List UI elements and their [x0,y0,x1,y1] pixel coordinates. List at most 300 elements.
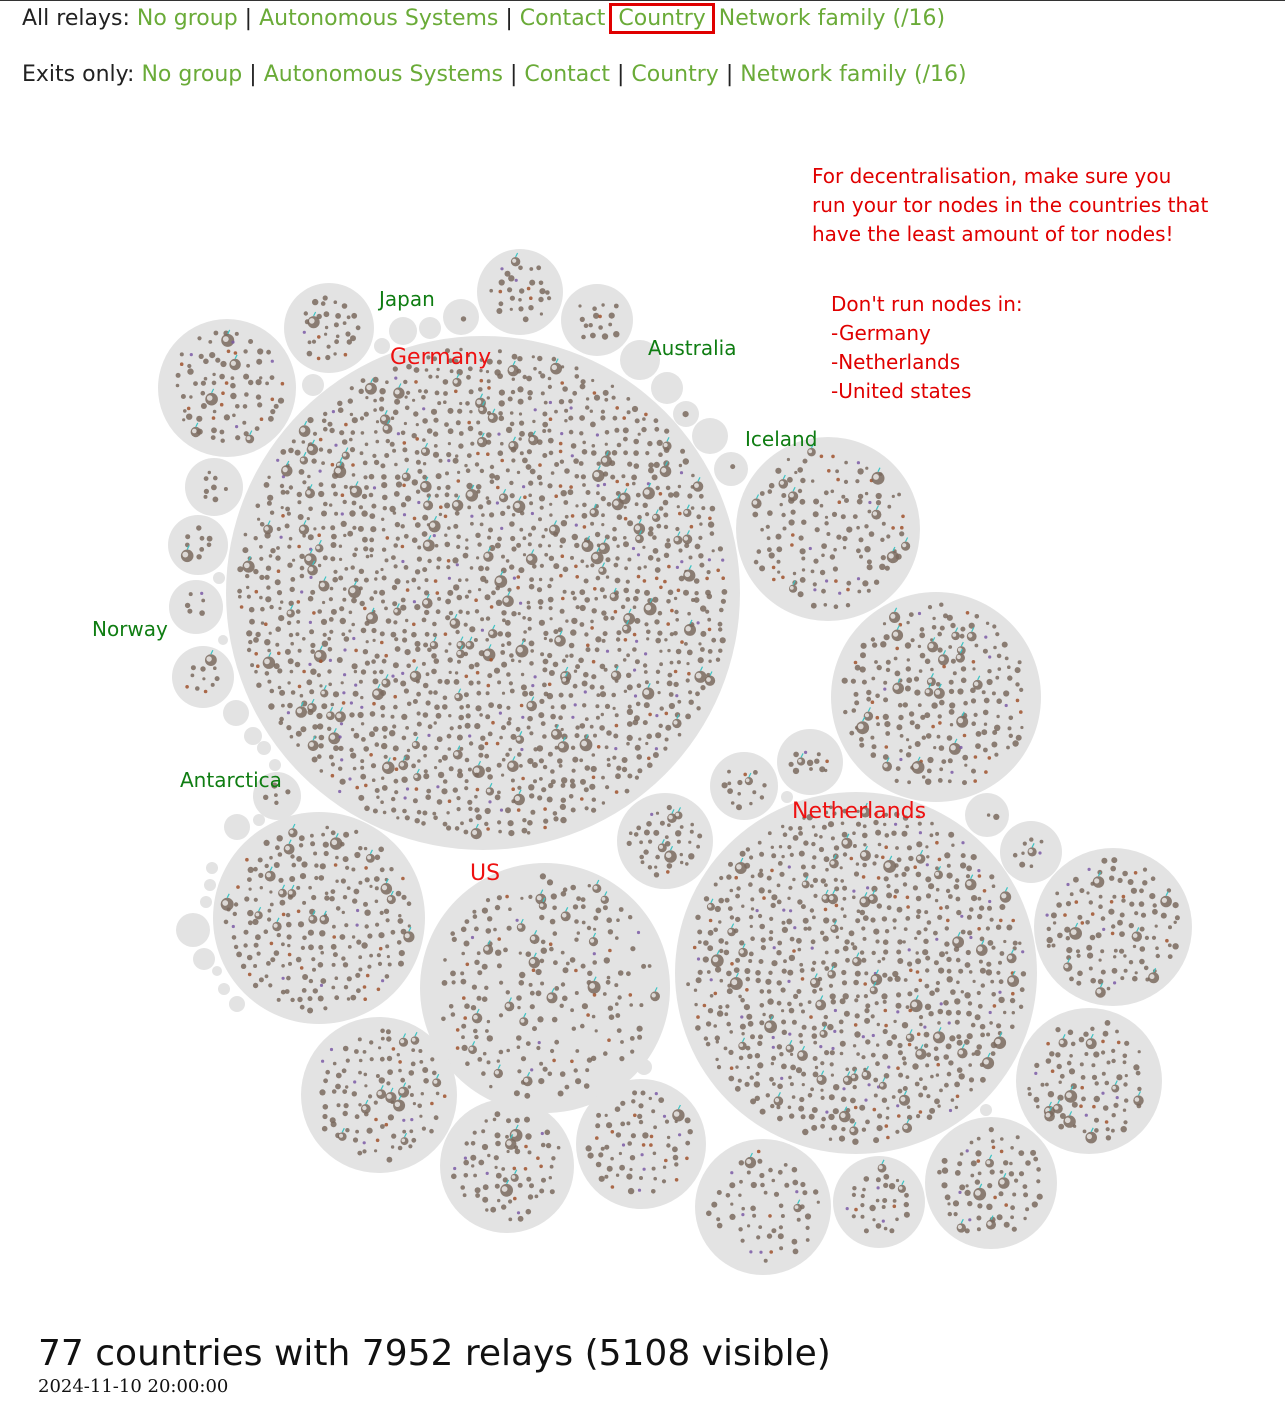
relay-dot [759,924,765,930]
relay-dot [373,486,376,489]
relay-dot [905,686,911,692]
relay-dot [548,683,552,687]
relay-dot [633,450,639,456]
relay-dot [949,680,954,685]
exits-country-link[interactable]: Country [631,62,719,87]
relay-dot [772,566,776,570]
relay-dot [852,708,857,713]
country-bubble[interactable] [980,1104,992,1116]
relay-dot [925,1004,931,1010]
relay-dot [401,672,404,675]
relay-dot [277,998,281,1002]
relay-dot [190,353,193,356]
relay-dot [404,796,407,799]
country-bubble[interactable] [229,996,245,1012]
country-bubble[interactable] [213,572,225,584]
country-bubble[interactable] [253,814,265,826]
relay-dot [896,1003,902,1009]
relay-dot [861,1055,865,1059]
relay-dot [359,586,363,590]
relay-dot [750,897,754,901]
relay-dot [465,1061,470,1066]
relay-dot [1109,876,1114,881]
relay-dot [561,798,566,803]
country-bubble[interactable] [561,284,633,356]
relay-dot [264,532,270,538]
country-bubble[interactable] [710,752,778,820]
relay-dot [415,787,419,791]
relay-dot [615,724,619,728]
country-bubble[interactable] [389,317,417,345]
relay-dot [321,511,327,517]
relay-dot [907,991,912,996]
onion-highlight [562,678,566,682]
relay-dot [549,947,554,952]
relay-dot [876,500,881,505]
relay-dot [966,950,971,955]
relay-dot [853,514,858,519]
relay-dot [605,785,609,789]
relay-dot [968,1063,972,1067]
relay-dot [499,390,505,396]
relay-dot [512,378,515,381]
relay-dot [343,1046,349,1052]
relay-dot [260,607,265,612]
all-autonomous-systems-link[interactable]: Autonomous Systems [259,6,499,31]
relay-dot [507,287,512,292]
relay-dot [955,1106,958,1109]
relay-dot [526,464,532,470]
relay-dot [857,499,863,505]
relay-dot [885,731,890,736]
relay-dot [585,765,591,771]
relay-dot [376,1074,380,1078]
relay-dot [498,450,504,456]
relay-dot [876,722,880,726]
relay-dot [422,567,427,572]
onion-highlight [675,537,679,541]
relay-dot [674,610,678,614]
relay-dot [1084,1052,1088,1056]
relay-dot [501,555,505,559]
relay-dot [435,544,439,548]
relay-dot [380,1124,385,1129]
relay-dot [497,937,501,941]
relay-dot [1138,1050,1141,1053]
country-bubble[interactable] [617,793,713,889]
relay-dot [792,949,796,953]
relay-dot [358,795,364,801]
relay-dot [279,690,285,696]
relay-dot [521,1056,526,1061]
relay-dot [971,895,977,901]
relay-dot [575,366,579,370]
relay-dot [300,1005,305,1010]
country-bubble[interactable] [636,1059,652,1075]
relay-dot [549,670,555,676]
country-bubble[interactable] [223,700,249,726]
relay-dot [637,1026,643,1032]
country-bubble[interactable] [212,966,222,976]
relay-dot [981,983,985,987]
country-bubble[interactable] [204,879,216,891]
relay-dot [435,494,439,498]
relay-dot [938,858,942,862]
relay-dot [295,632,299,636]
relay-dot [394,564,398,568]
relay-dot [426,789,431,794]
country-bubble[interactable] [206,862,218,874]
relay-dot [413,517,417,521]
relay-dot [841,907,844,910]
relay-dot [297,500,301,504]
relay-dot [727,782,731,786]
relay-dot [674,670,678,674]
relay-dot [374,430,378,434]
relay-dot [807,760,813,766]
relay-dot [1079,888,1084,893]
relay-dot [588,884,591,887]
relay-dot [639,1176,643,1180]
relay-dot [439,505,443,509]
country-bubble[interactable] [169,580,223,634]
relay-dot [800,968,805,973]
relay-dot [877,1023,880,1026]
relay-dot [447,526,451,530]
onion-highlight [400,762,404,766]
relay-dot [918,703,922,707]
country-bubble[interactable] [443,299,479,335]
relay-dot [185,685,189,689]
relay-dot [648,964,652,968]
relay-dot [791,509,796,514]
relay-dot [363,1050,367,1054]
relay-dot [860,652,866,658]
relay-dot [1032,1201,1038,1207]
relay-dot [741,1032,744,1035]
onion-highlight [455,694,459,698]
country-bubble[interactable] [651,372,683,404]
relay-dot [401,502,406,507]
relay-dot [630,1155,635,1160]
relay-dot [942,1167,948,1173]
exits-autonomous-systems-link[interactable]: Autonomous Systems [263,62,503,87]
country-bubble[interactable] [172,646,234,708]
relay-dot [547,653,552,658]
exits-contact-link[interactable]: Contact [524,62,610,87]
country-bubble[interactable] [176,913,210,947]
relay-dot [898,1050,903,1055]
relay-dot [565,619,568,622]
country-bubble[interactable] [419,317,441,339]
relay-dot [882,522,886,526]
all-no-group-link[interactable]: No group [136,6,238,31]
relay-dot [386,1029,391,1034]
relay-dot [876,1177,881,1182]
relay-dot [397,1053,400,1056]
relay-dot [423,712,429,718]
relay-dot [1155,946,1159,950]
relay-dot [975,1150,981,1156]
relay-dot [1013,941,1018,946]
relay-dot [662,1179,666,1183]
relay-dot [683,411,689,417]
relay-dot [387,1069,393,1075]
relay-dot [488,528,493,533]
relay-dot [564,468,570,474]
relay-dot [826,532,830,536]
relay-dot [300,966,304,970]
relay-dot [343,534,346,537]
country-bubble[interactable] [374,338,390,354]
relay-dot [687,493,692,498]
relay-dot [318,743,323,748]
relay-dot [257,402,262,407]
relay-dot [1009,716,1014,721]
relay-dot [495,950,501,956]
relay-dot [749,952,754,957]
relay-dot [255,426,260,431]
relay-dot [453,524,458,529]
relay-dot [1019,1171,1024,1176]
relay-dot [411,1048,415,1052]
relay-dot [578,658,584,664]
onion-highlight [977,946,982,951]
onion-highlight [300,526,305,531]
relay-dot [1025,1207,1029,1211]
country-bubble[interactable] [224,814,250,840]
relay-dot [382,785,388,791]
relay-dot [456,545,460,549]
relay-dot [897,1114,901,1118]
relay-dot [560,817,566,823]
relay-dot [603,1051,608,1056]
country-bubble[interactable] [218,635,228,645]
relay-dot [642,1143,646,1147]
country-bubble[interactable] [1016,1008,1162,1154]
relay-dot [1036,1179,1040,1183]
relay-dot [445,492,450,497]
relay-dot [633,720,639,726]
relay-dot [466,611,470,615]
onion-highlight [500,495,504,499]
relay-dot [619,907,624,912]
relay-dot [746,977,751,982]
relay-dot [726,1022,731,1027]
relay-dot [704,1036,708,1040]
relay-dot [561,728,564,731]
relay-dot [777,980,782,985]
relay-dot [951,1098,955,1102]
relay-dot [991,992,996,997]
relay-dot [498,349,502,353]
onion-highlight [530,437,535,442]
relay-dot [608,1006,613,1011]
country-bubble[interactable] [714,452,748,486]
relay-dot [1094,1096,1100,1102]
relay-dot [372,778,376,782]
relay-dot [580,779,586,785]
relay-dot [603,992,607,996]
relay-dot [543,631,548,636]
relay-dot [643,579,647,583]
relay-dot [739,1160,744,1165]
relay-dot [747,1171,751,1175]
exits-only-nav [22,60,967,90]
relay-dot [379,947,383,951]
relay-dot [676,566,679,569]
relay-dot [1161,913,1167,919]
country-bubble[interactable] [218,983,230,995]
relay-dot [699,522,702,525]
relay-dot [931,702,937,708]
onion-highlight [301,458,305,462]
relay-dot [626,742,630,746]
relay-dot [449,671,452,674]
relay-dot [314,863,318,867]
relay-dot [358,1103,361,1106]
country-bubble[interactable] [692,418,728,454]
relay-dot [309,629,314,634]
relay-dot [371,628,376,633]
relay-dot [569,794,574,799]
relay-dot [830,1050,835,1055]
relay-dot [615,679,619,683]
relay-dot [722,782,728,788]
country-bubble[interactable] [168,515,228,575]
relay-dot [592,798,596,802]
relay-dot [1108,909,1114,915]
relay-dot [494,1155,499,1160]
relay-dot [547,584,551,588]
country-bubble[interactable] [193,948,215,970]
exits-network-family-link[interactable]: Network family (/16) [740,62,967,87]
onion-highlight [935,690,940,695]
relay-dot [579,758,583,762]
relay-dot [355,1114,360,1119]
relay-dot [988,900,991,903]
relay-dot [771,853,776,858]
relay-dot [401,545,405,549]
onion-highlight [467,491,473,497]
relay-dot [422,531,428,537]
relay-dot [580,797,584,801]
relay-dot [361,669,366,674]
relay-dot [471,1141,476,1146]
relay-dot [1111,1129,1115,1133]
relay-dot [792,1239,798,1245]
onion-highlight [668,815,672,819]
relay-dot [448,747,452,751]
relay-dot [499,1050,504,1055]
relay-dot [323,1078,328,1083]
relay-dot [330,1048,333,1051]
relay-dot [806,1238,810,1242]
relay-dot [738,1227,742,1231]
relay-dot [991,946,995,950]
relay-dot [623,541,629,547]
relay-dot [307,1008,313,1014]
relay-dot [1036,1105,1040,1109]
all-network-family-link[interactable]: Network family (/16) [718,6,946,31]
relay-dot [476,421,480,425]
exits-no-group-link[interactable]: No group [141,62,243,87]
relay-dot [626,1174,632,1180]
relay-dot [894,657,898,661]
country-bubble[interactable] [302,374,324,396]
relay-dot [422,1127,426,1131]
country-bubble[interactable] [213,812,425,1024]
relay-dot [871,637,875,641]
country-bubble[interactable] [244,727,262,745]
relay-dot [895,976,901,982]
relay-dot [321,703,327,709]
relay-dot [841,495,845,499]
relay-dot [615,936,619,940]
relay-dot [287,512,291,516]
relay-dot [704,896,709,901]
relay-dot [802,568,805,571]
relay-dot [651,1109,655,1113]
relay-dot [1009,1162,1013,1166]
relay-dot [840,927,843,930]
onion-highlight [206,656,211,661]
relay-dot [896,766,901,771]
relay-dot [497,963,502,968]
relay-dot [518,298,522,302]
all-country-link[interactable]: Country [612,6,711,31]
relay-dot [527,605,531,609]
relay-dot [687,612,691,616]
relay-dot [810,908,814,912]
relay-dot [288,658,294,664]
relay-dot [777,941,782,946]
country-bubble[interactable] [257,741,271,755]
relay-dot [751,1182,757,1188]
relay-dot [929,1108,935,1114]
relay-dot [906,1075,910,1079]
onion-highlight [383,680,387,684]
relay-dot [943,1054,949,1060]
relay-dot [521,716,524,719]
relay-dot [825,951,829,955]
relay-dot [469,626,475,632]
relay-dot [891,526,895,530]
relay-dot [997,1214,1003,1220]
relay-dot [777,1116,783,1122]
relay-dot [738,995,742,999]
relay-dot [1009,734,1013,738]
relay-dot [801,1072,806,1077]
relay-dot [458,443,463,448]
all-contact-link[interactable]: Contact [519,6,606,31]
relay-dot [297,545,301,549]
relay-dot [626,397,630,401]
relay-dot [911,638,915,642]
relay-dot [644,565,647,568]
relay-dot [996,715,999,718]
relay-dot [318,945,323,950]
relay-dot [275,555,280,560]
relay-dot [605,704,610,709]
country-bubble[interactable] [200,896,212,908]
relay-dot [665,712,669,716]
relay-dot [286,922,292,928]
relay-dot [460,821,464,825]
relay-dot [327,727,331,731]
onion-highlight [264,526,268,530]
relay-dot [769,937,774,942]
